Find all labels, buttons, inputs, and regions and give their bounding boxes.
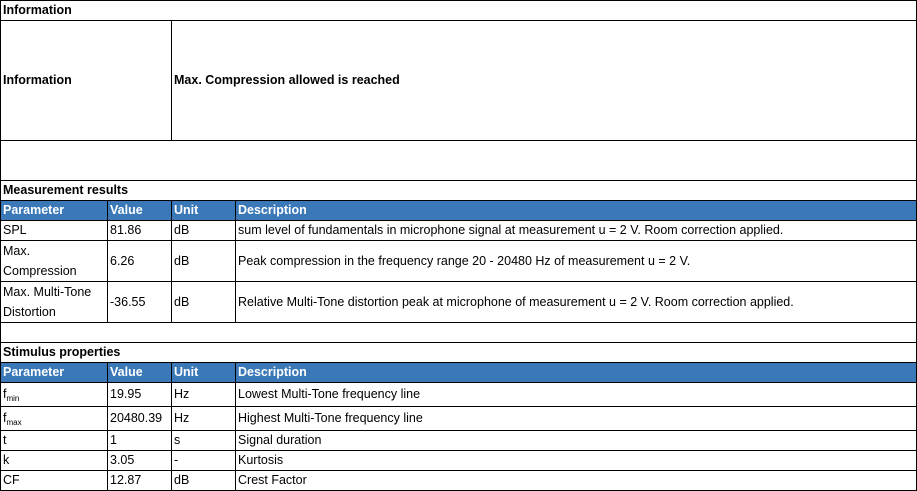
table-row [1, 241, 917, 282]
measurement-header-row [1, 201, 917, 221]
parameter-subscript: max [6, 418, 22, 427]
information-section-title: Information [1, 1, 917, 21]
header-value: Value [108, 363, 172, 383]
header-parameter: Parameter [1, 363, 108, 383]
parameter-subscript: min [6, 394, 20, 403]
table-row [1, 282, 917, 323]
parameter-cell: SPL [1, 221, 108, 241]
unit-cell: s [172, 431, 236, 451]
unit-cell: - [172, 451, 236, 471]
value-cell: 20480.39 [108, 407, 172, 431]
table-row [1, 407, 917, 431]
unit-cell: dB [172, 282, 236, 323]
unit-cell: dB [172, 471, 236, 491]
description-cell: Highest Multi-Tone frequency line [236, 407, 917, 431]
information-section-row [1, 1, 917, 21]
information-label: Information [1, 21, 172, 141]
description-cell: sum level of fundamentals in microphone signal at measurement u = 2 V. Room correction applied. [236, 221, 917, 241]
header-parameter: Parameter [1, 201, 108, 221]
description-cell: Peak compression in the frequency range 20 - 20480 Hz of measurement u = 2 V. [236, 241, 917, 282]
description-cell: Crest Factor [236, 471, 917, 491]
parameter-symbol: f [3, 411, 7, 425]
unit-cell: Hz [172, 383, 236, 407]
unit-cell: dB [172, 241, 236, 282]
information-row [1, 21, 917, 141]
value-cell: 12.87 [108, 471, 172, 491]
unit-cell: Hz [172, 407, 236, 431]
header-unit: Unit [172, 201, 236, 221]
stimulus-header-row [1, 363, 917, 383]
description-cell: Lowest Multi-Tone frequency line [236, 383, 917, 407]
header-value: Value [108, 201, 172, 221]
spacer-row [1, 141, 917, 181]
information-value: Max. Compression allowed is reached [172, 21, 917, 141]
measurement-section-title: Measurement results [1, 181, 917, 201]
description-cell: Kurtosis [236, 451, 917, 471]
spacer-cell [1, 141, 917, 181]
parameter-cell: Max. Compression [1, 241, 108, 282]
header-unit: Unit [172, 363, 236, 383]
parameter-cell [1, 383, 108, 407]
value-cell: 19.95 [108, 383, 172, 407]
table-row [1, 451, 917, 471]
table-row [1, 383, 917, 407]
table-row [1, 471, 917, 491]
spacer-row [1, 323, 917, 343]
measurement-section-row [1, 181, 917, 201]
header-description: Description [236, 363, 917, 383]
unit-cell: dB [172, 221, 236, 241]
parameter-cell [1, 407, 108, 431]
stimulus-section-title: Stimulus properties [1, 343, 917, 363]
parameter-cell: k [1, 451, 108, 471]
parameter-cell: CF [1, 471, 108, 491]
value-cell: 1 [108, 431, 172, 451]
spacer-cell [1, 323, 917, 343]
parameter-symbol: f [3, 387, 7, 401]
stimulus-section-row [1, 343, 917, 363]
value-cell: 81.86 [108, 221, 172, 241]
value-cell: 3.05 [108, 451, 172, 471]
table-row [1, 221, 917, 241]
description-cell: Signal duration [236, 431, 917, 451]
parameter-cell: Max. Multi-Tone Distortion [1, 282, 108, 323]
table-row [1, 431, 917, 451]
parameter-cell: t [1, 431, 108, 451]
value-cell: 6.26 [108, 241, 172, 282]
value-cell: -36.55 [108, 282, 172, 323]
description-cell: Relative Multi-Tone distortion peak at microphone of measurement u = 2 V. Room correction applied. [236, 282, 917, 323]
header-description: Description [236, 201, 917, 221]
